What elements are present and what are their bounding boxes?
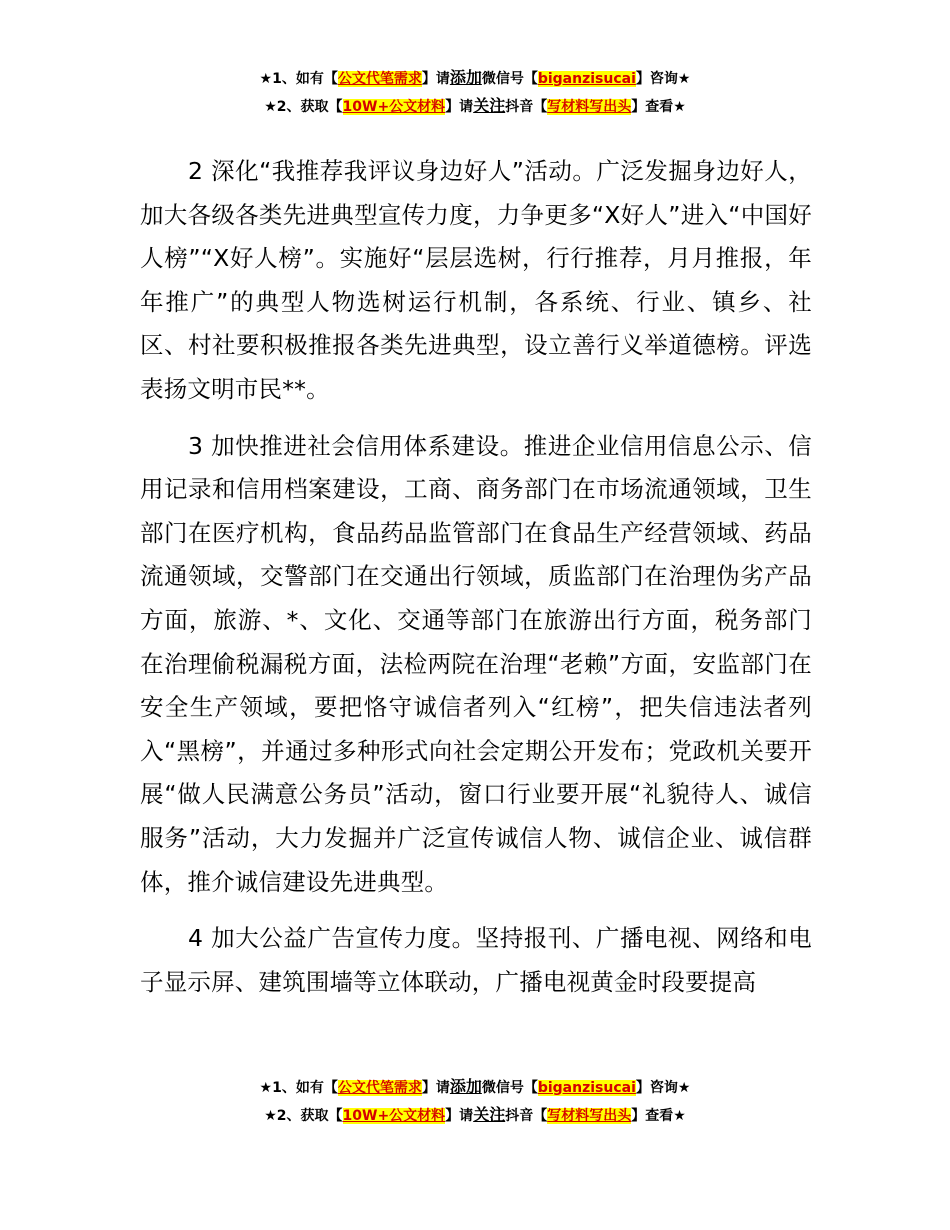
header-line-2-text-a: ★2、获取【 — [264, 99, 343, 115]
footer-line-2-text-b: 】请 — [445, 1108, 474, 1124]
header-line-2-highlight-douyin-account: 写材料写出头 — [547, 99, 632, 115]
paragraph-credit-system: 3 加快推进社会信用体系建设。推进企业信用信息公示、信用记录和信用档案建设，工商、商务部门在市场流通领域，卫生部门在医疗机构，食品药品监管部门在食品生产经营领域、药品流通领域，交警部门在交通出行领域，质监部门在治理伪劣产品方面，旅游、*、文化、交通等部门在旅游出行方面，税务部门在治理偷税漏税方面，法检两院在治理“老赖”方面，安监部门在安全生产领域，要把恪守诚信者列入“红榜”，把失信违法者列入“黑榜”，并通过多种形式向社会定期公开发布；党政机关要开展“做人民满意公务员”活动，窗口行业要开展“礼貌待人、诚信服务”活动，大力发掘并广泛宣传诚信人物、诚信企业、诚信群体，推介诚信建设先进典型。 — [140, 431, 812, 896]
paragraph-public-ads: 4 加大公益广告宣传力度。坚持报刊、广播电视、网络和电子显示屏、建筑围墙等立体联动，广播电视黄金时段要提高 — [140, 924, 812, 996]
header-line-1-underlined-word: 添加 — [449, 68, 482, 87]
footer-line-2-text-a: ★2、获取【 — [264, 1108, 343, 1124]
header-line-1-text-a: ★1、如有【 — [259, 71, 338, 87]
paragraph-good-people: 2 深化“我推荐我评议身边好人”活动。广泛发掘身边好人，加大各级各类先进典型宣传力度，力争更多“X好人”进入“中国好人榜”“X好人榜”。实施好“层层选树，行行推荐，月月推报，年年推广”的典型人物选树运行机制，各系统、行业、镇乡、社区、村社要积极推报各类先进典型，设立善行义举道德榜。评选表扬文明市民**。 — [140, 157, 812, 403]
header-line-2 — [0, 92, 950, 120]
footer-line-1-text-d: 】咨询★ — [635, 1080, 691, 1096]
footer-line-2 — [0, 1101, 950, 1129]
footer-line-1-text-c: 微信号【 — [481, 1080, 538, 1096]
header-line-1-highlight-wechat-id: biganzisucai — [537, 71, 636, 87]
header-line-1 — [0, 64, 950, 92]
header-line-1-text-d: 】咨询★ — [635, 71, 691, 87]
footer-line-1-highlight-wechat-id: biganzisucai — [537, 1080, 636, 1096]
footer-line-2-highlight-materials: 10W+公文材料 — [342, 1108, 446, 1124]
header-line-1-text-c: 微信号【 — [481, 71, 538, 87]
footer-line-2-text-d: 】查看★ — [631, 1108, 686, 1124]
footer-line-1-highlight-service: 公文代笔需求 — [337, 1080, 422, 1096]
footer-line-1-text-a: ★1、如有【 — [259, 1080, 338, 1096]
header-line-2-text-d: 】查看★ — [631, 99, 686, 115]
footer-line-1-text-b: 】请 — [421, 1080, 450, 1096]
footer-line-2-underlined-word: 关注 — [473, 1105, 506, 1124]
header-line-2-text-b: 】请 — [445, 99, 474, 115]
footer-line-2-highlight-douyin-account: 写材料写出头 — [547, 1108, 632, 1124]
page-header-banner — [0, 64, 950, 120]
header-line-2-highlight-materials: 10W+公文材料 — [342, 99, 446, 115]
document-body — [140, 150, 812, 1017]
header-line-2-text-c: 抖音【 — [505, 99, 548, 115]
footer-line-1-underlined-word: 添加 — [449, 1077, 482, 1096]
header-line-1-text-b: 】请 — [421, 71, 450, 87]
footer-line-2-text-c: 抖音【 — [505, 1108, 548, 1124]
header-line-1-highlight-service: 公文代笔需求 — [337, 71, 422, 87]
footer-line-1 — [0, 1073, 950, 1101]
page-footer-banner — [0, 1073, 950, 1129]
header-line-2-underlined-word: 关注 — [473, 96, 506, 115]
